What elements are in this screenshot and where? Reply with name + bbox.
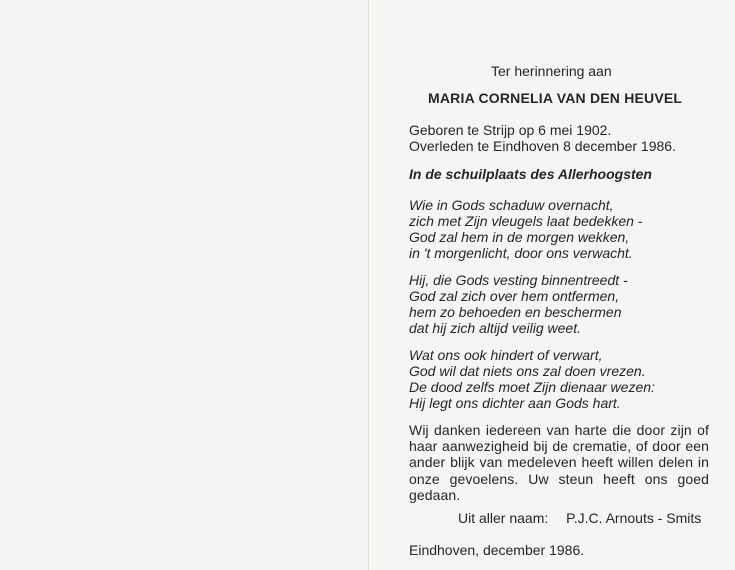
poem-line: in 't morgenlicht, door ons verwacht. [409,245,633,261]
poem-line: Hij, die Gods vesting binnentreedt - [409,272,628,288]
poem-line: Hij legt ons dichter aan Gods hart. [409,395,621,411]
signature [458,510,701,526]
poem-line: zich met Zijn vleugels laat bedekken - [409,213,643,229]
poem-stanza-3 [409,347,655,411]
life-dates [409,122,676,154]
poem-title: In de schuilplaats des Allerhoogsten [409,166,652,182]
poem-line: Wat ons ook hindert of verwart, [409,347,603,363]
birth-line: Geboren te Strijp op 6 mei 1902. [409,122,612,138]
place-date: Eindhoven, december 1986. [409,542,585,558]
thanks-paragraph: Wij danken iedereen van harte die door zijn of haar aanwezigheid bij de crematie, of door een ander blijk van medeleven heeft willen delen in onze gevoelens. Uw steun heeft ons goed gedaan. [409,422,709,503]
deceased-name: MARIA CORNELIA VAN DEN HEUVEL [428,90,683,106]
card-heading: Ter herinnering aan [491,63,612,79]
signature-label: Uit aller naam: [458,510,549,526]
poem-stanza-2 [409,272,628,336]
poem-stanza-1 [409,197,642,261]
poem-line: Wie in Gods schaduw overnacht, [409,197,614,213]
death-line: Overleden te Eindhoven 8 december 1986. [409,138,676,154]
poem-line: hem zo behoeden en beschermen [409,304,622,320]
poem-line: De dood zelfs moet Zijn dienaar wezen: [409,379,655,395]
poem-line: God zal zich over hem ontfermen, [409,288,620,304]
poem-line: God wil dat niets ons zal doen vrezen. [409,363,646,379]
signature-name: P.J.C. Arnouts - Smits [566,510,702,526]
poem-line: dat hij zich altijd veilig weet. [409,320,581,336]
poem-line: God zal hem in de morgen wekken, [409,229,630,245]
